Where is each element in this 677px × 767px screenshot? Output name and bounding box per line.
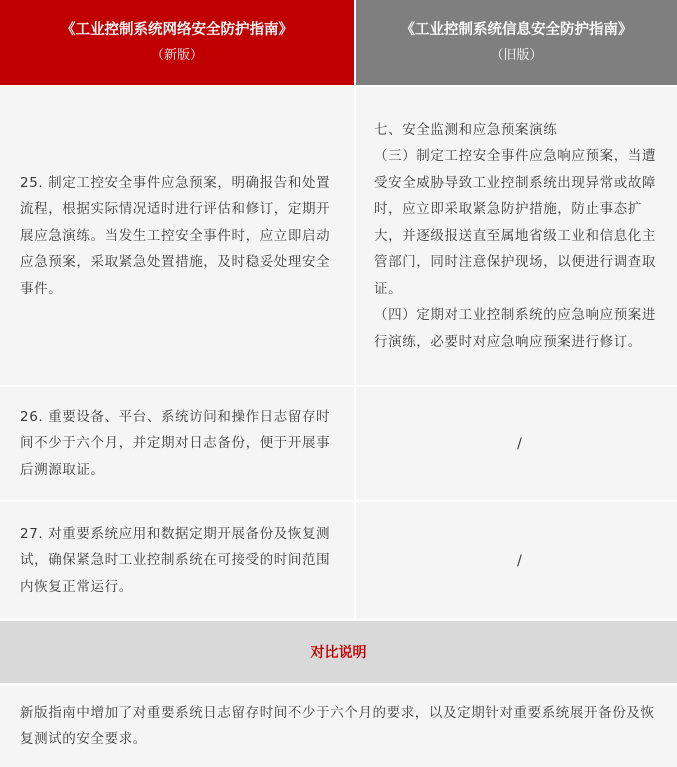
header-new-version [0, 0, 354, 85]
header-old-subtitle: （旧版） [490, 47, 543, 63]
row-25-old-content [374, 117, 665, 356]
header-old-title: 《工业控制系统信息安全防护指南》 [400, 21, 633, 38]
comparison-title-row [0, 621, 677, 683]
row-26-new [0, 387, 354, 500]
header-new-subtitle: （新版） [150, 47, 203, 63]
header-new-title: 《工业控制系统网络安全防护指南》 [61, 21, 293, 38]
row-25-old-paragraph-2: （四）定期对工业控制系统的应急响应预案进行演练，必要时对应急响应预案进行修订。 [374, 307, 656, 350]
row-26-new-text: 26. 重要设备、平台、系统访问和操作日志留存时间不少于六个月，并定期对日志备份，便于开展事后溯源取证。 [20, 408, 331, 478]
comparison-title: 对比说明 [310, 645, 367, 661]
row-25-new-text: 25. 制定工控安全事件应急预案，明确报告和处置流程，根据实际情况适时进行评估和修订，定期开展应急演练。当发生工控安全事件时，应立即启动应急预案，采取紧急处置措施，及时稳妥处理安全事件。 [20, 174, 331, 297]
row-25-old-heading: 七、安全监测和应急预案演练 [374, 121, 558, 138]
row-26-old-text: / [517, 435, 522, 452]
row-27-old [356, 502, 677, 619]
row-25-old [356, 87, 677, 385]
row-27-new-text: 27. 对重要系统应用和数据定期开展备份及恢复测试，确保紧急时工业控制系统在可接受的时间范围内恢复正常运行。 [20, 525, 331, 595]
header-old-version [356, 0, 677, 85]
row-25-old-paragraph-1: （三）制定工控安全事件应急响应预案，当遭受安全威胁导致工业控制系统出现异常或故障时，应立即采取紧急防护措施，防止事态扩大，并逐级报送直至属地省级工业和信息化主管部门，同时注意保护现场，以便进行调查取证。 [374, 148, 656, 297]
row-27-new [0, 502, 354, 619]
comparison-body-row [0, 685, 677, 767]
row-27-old-text: / [517, 552, 522, 569]
comparison-body: 新版指南中增加了对重要系统日志留存时间不少于六个月的要求，以及定期针对重要系统展开备份及恢复测试的安全要求。 [20, 704, 655, 747]
row-25-new [0, 87, 354, 385]
row-26-old [356, 387, 677, 500]
